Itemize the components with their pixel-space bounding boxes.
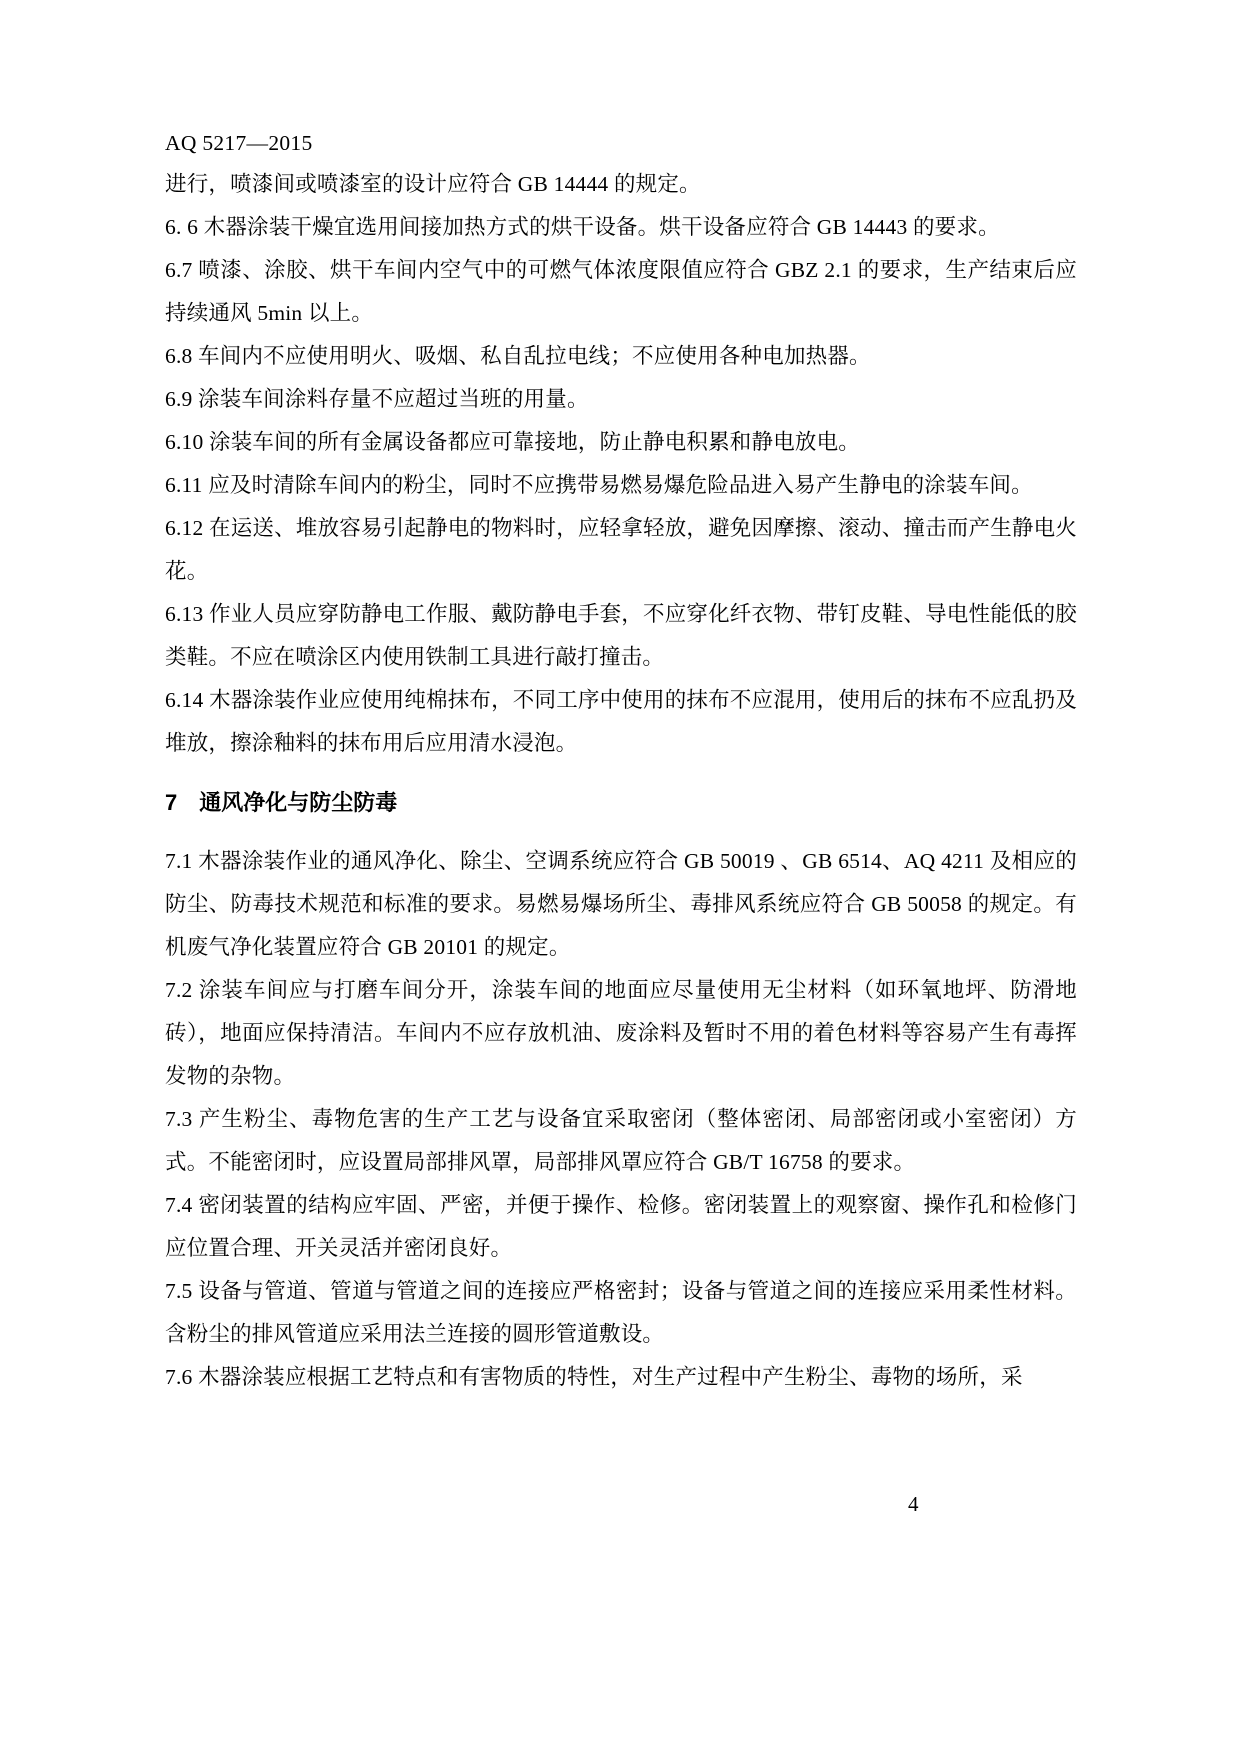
clause-6-12: 6.12 在运送、堆放容易引起静电的物料时，应轻拿轻放，避免因摩擦、滚动、撞击而产生静电火花。 <box>165 516 1078 583</box>
clause-7-2: 7.2 涂装车间应与打磨车间分开，涂装车间的地面应尽量使用无尘材料（如环氧地坪、防滑地砖），地面应保持清洁。车间内不应存放机油、废涂料及暂时不用的着色材料等容易产生有毒挥发物的杂物。 <box>165 978 1077 1088</box>
clause-7-6: 7.6 木器涂装应根据工艺特点和有害物质的特性，对生产过程中产生粉尘、毒物的场所，采 <box>165 1365 1023 1389</box>
document-body <box>165 163 1077 1399</box>
clause-6-9: 6.9 涂装车间涂料存量不应超过当班的用量。 <box>165 387 589 411</box>
clause-7-1: 7.1 木器涂装作业的通风净化、除尘、空调系统应符合 GB 50019 、GB 6514、AQ 4211 及相应的防尘、防毒技术规范和标准的要求。易燃易爆场所尘、毒排风系统应符合 GB 50058 的规定。有机废气净化装置应符合 GB 20101 的规定。 <box>165 849 1077 959</box>
clause-7-3: 7.3 产生粉尘、毒物危害的生产工艺与设备宜采取密闭（整体密闭、局部密闭或小室密闭）方式。不能密闭时，应设置局部排风罩，局部排风罩应符合 GB/T 16758 的要求。 <box>165 1107 1077 1174</box>
clause-6-11: 6.11 应及时清除车间内的粉尘，同时不应携带易燃易爆危险品进入易产生静电的涂装车间。 <box>165 473 1033 497</box>
page-number: 4 <box>908 1492 919 1516</box>
clause-6-14: 6.14 木器涂装作业应使用纯棉抹布，不同工序中使用的抹布不应混用，使用后的抹布不应乱扔及堆放，擦涂釉料的抹布用后应用清水浸泡。 <box>165 688 1078 755</box>
clause-6-6: 6. 6 木器涂装干燥宜选用间接加热方式的烘干设备。烘干设备应符合 GB 14443 的要求。 <box>165 215 1000 239</box>
clause-6-7: 6.7 喷漆、涂胶、烘干车间内空气中的可燃气体浓度限值应符合 GBZ 2.1 的要求，生产结束后应持续通风 5min 以上。 <box>165 258 1077 325</box>
section-7-heading: 7 通风净化与防尘防毒 <box>165 790 398 815</box>
clause-6-8: 6.8 车间内不应使用明火、吸烟、私自乱拉电线；不应使用各种电加热器。 <box>165 344 871 368</box>
clause-7-4: 7.4 密闭装置的结构应牢固、严密，并便于操作、检修。密闭装置上的观察窗、操作孔和检修门应位置合理、开关灵活并密闭良好。 <box>165 1193 1077 1260</box>
clause-continuation: 进行，喷漆间或喷漆室的设计应符合 GB 14444 的规定。 <box>165 172 701 196</box>
clause-6-10: 6.10 涂装车间的所有金属设备都应可靠接地，防止静电积累和静电放电。 <box>165 430 861 454</box>
clause-7-5: 7.5 设备与管道、管道与管道之间的连接应严格密封；设备与管道之间的连接应采用柔性材料。含粉尘的排风管道应采用法兰连接的圆形管道敷设。 <box>165 1279 1077 1346</box>
clause-6-13: 6.13 作业人员应穿防静电工作服、戴防静电手套，不应穿化纤衣物、带钉皮鞋、导电性能低的胶类鞋。不应在喷涂区内使用铁制工具进行敲打撞击。 <box>165 602 1078 669</box>
standard-number: AQ 5217—2015 <box>165 131 313 155</box>
